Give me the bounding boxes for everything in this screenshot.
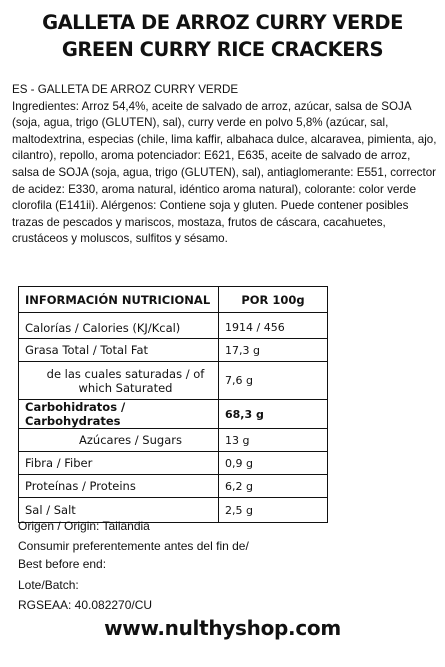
nutrient-label: Azúcares / Sugars: [19, 429, 219, 452]
table-row: [19, 429, 328, 452]
table-row: [19, 452, 328, 475]
product-title-en: GREEN CURRY RICE CRACKERS: [61, 38, 384, 61]
table-row: [19, 475, 328, 498]
best-before-en: Best before end:: [18, 557, 107, 571]
nutrient-label: Calorías / Calories (KJ/Kcal): [19, 313, 219, 339]
origin-text: Origen / Origin: Tailandia: [18, 519, 150, 533]
batch-text: Lote/Batch:: [18, 578, 79, 592]
nutrition-header-label: INFORMACIÓN NUTRICIONAL: [19, 287, 219, 313]
nutrient-value: 68,3 g: [219, 400, 328, 429]
nutrient-value: 7,6 g: [219, 362, 328, 400]
table-row: [19, 339, 328, 362]
nutrient-value: 13 g: [219, 429, 328, 452]
nutrient-value: 2,5 g: [219, 498, 328, 523]
ingredients-heading: ES - GALLETA DE ARROZ CURRY VERDE: [12, 83, 239, 96]
rgseaa-text: RGSEAA: 40.082270/CU: [18, 598, 153, 612]
nutrition-table: [18, 286, 328, 523]
nutrient-label: de las cuales saturadas / of which Saturated: [19, 362, 219, 400]
nutrient-label: Sal / Salt: [19, 498, 219, 523]
website-url: www.nulthyshop.com: [104, 616, 341, 640]
table-row: [19, 400, 328, 429]
nutrient-value: 17,3 g: [219, 339, 328, 362]
nutrition-header-row: [19, 287, 328, 313]
ingredients-block: [12, 82, 437, 248]
nutrition-header-value: POR 100g: [219, 287, 328, 313]
nutrient-label: Proteínas / Proteins: [19, 475, 219, 498]
product-title-es: GALLETA DE ARROZ CURRY VERDE: [42, 11, 403, 34]
table-row: [19, 362, 328, 400]
table-row: [19, 313, 328, 339]
nutrient-label: Carbohidratos / Carbohydrates: [19, 400, 219, 429]
nutrient-value: 1914 / 456: [219, 313, 328, 339]
nutrient-value: 6,2 g: [219, 475, 328, 498]
best-before-es: Consumir preferentemente antes del fin de/: [18, 539, 249, 553]
nutrient-value: 0,9 g: [219, 452, 328, 475]
nutrient-label: Fibra / Fiber: [19, 452, 219, 475]
ingredients-text: Ingredientes: Arroz 54,4%, aceite de salvado de arroz, azúcar, salsa de SOJA (soja, agua, trigo (GLUTEN), sal), curry verde en polvo 5,8% (azúcar, sal, maltodextrina, especias (chile, lima kaffir, albahaca dulce, alcaravea, pimienta, ajo, cilantro), repollo, aroma potenciador: E621, E635, aceite de salvado de arroz, salsa de SOJA (soja, agua, trigo (GLUTEN), sal), antiaglomerante: E551, corrector de acidez: E330, aroma natural, idéntico aroma natural), colorante: color verde clorofila (E141ii). Alérgenos: Contiene soja y gluten. Puede contener posibles trazas de pescados y mariscos, mostaza, frutos de cáscara, cacahuetes, crustáceos y moluscos, sulfitos y sésamo.: [12, 99, 437, 246]
nutrient-label: Grasa Total / Total Fat: [19, 339, 219, 362]
